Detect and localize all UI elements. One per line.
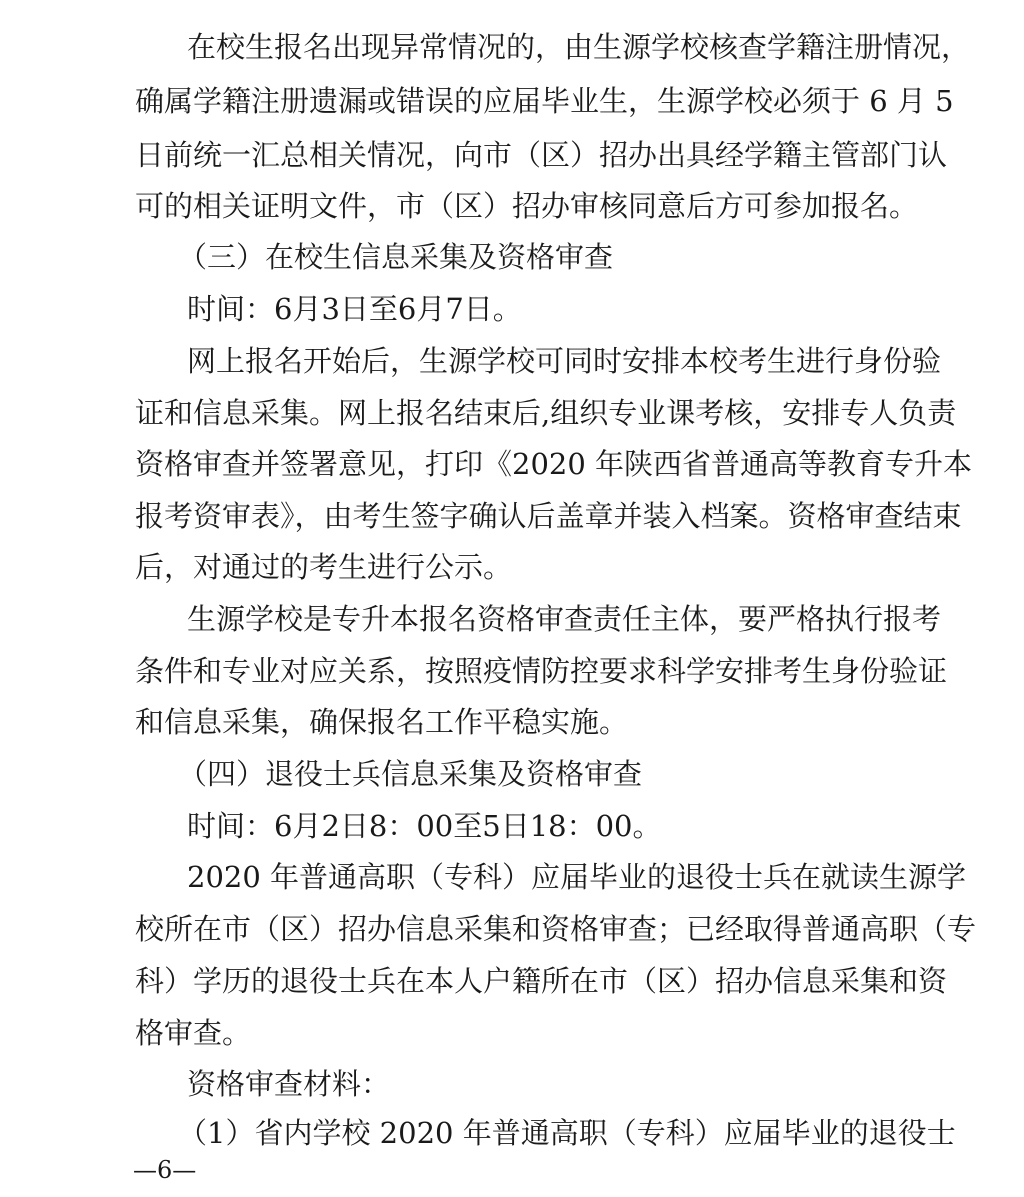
paragraph-line: 和信息采集，确保报名工作平稳实施。 [135,705,629,739]
paragraph-line: 科）学历的退役士兵在本人户籍所在市（区）招办信息采集和资 [135,964,948,998]
paragraph-line: 校所在市（区）招办信息采集和资格审查；已经取得普通高职（专 [135,912,977,946]
time-line: 时间：6月2日8：00至5日18：00。 [187,809,662,843]
section-heading: （四）退役士兵信息采集及资格审查 [178,757,643,791]
paragraph-line: 资格审查并签署意见，打印《2020 年陕西省普通高等教育专升本 [135,447,973,481]
paragraph-line: 生源学校是专升本报名资格审查责任主体，要严格执行报考 [187,602,942,636]
list-item: （1）省内学校 2020 年普通高职（专科）应届毕业的退役士 [178,1116,956,1150]
paragraph-line: 证和信息采集。网上报名结束后,组织专业课考核，安排专人负责 [135,396,957,430]
paragraph-line: 2020 年普通高职（专科）应届毕业的退役士兵在就读生源学 [187,860,967,894]
materials-label: 资格审查材料： [187,1067,391,1101]
paragraph-line: 条件和专业对应关系，按照疫情防控要求科学安排考生身份验证 [135,654,948,688]
paragraph-line: 日前统一汇总相关情况，向市（区）招办出具经学籍主管部门认 [135,138,948,172]
paragraph-line: 在校生报名出现异常情况的，由生源学校核查学籍注册情况， [187,30,971,64]
page-number: —6— [133,1156,197,1184]
paragraph-line: 可的相关证明文件，市（区）招办审核同意后方可参加报名。 [135,189,919,223]
paragraph-line: 格审查。 [135,1016,252,1050]
paragraph-line: 后，对通过的考生进行公示。 [135,550,513,584]
paragraph-line: 网上报名开始后，生源学校可同时安排本校考生进行身份验 [187,344,942,378]
section-heading: （三）在校生信息采集及资格审查 [178,240,614,274]
paragraph-line: 报考资审表》，由考生签字确认后盖章并装入档案。资格审查结束 [135,499,962,533]
paragraph-line: 确属学籍注册遗漏或错误的应届毕业生，生源学校必须于 6 月 5 [135,84,954,118]
time-line: 时间：6月3日至6月7日。 [187,292,522,326]
